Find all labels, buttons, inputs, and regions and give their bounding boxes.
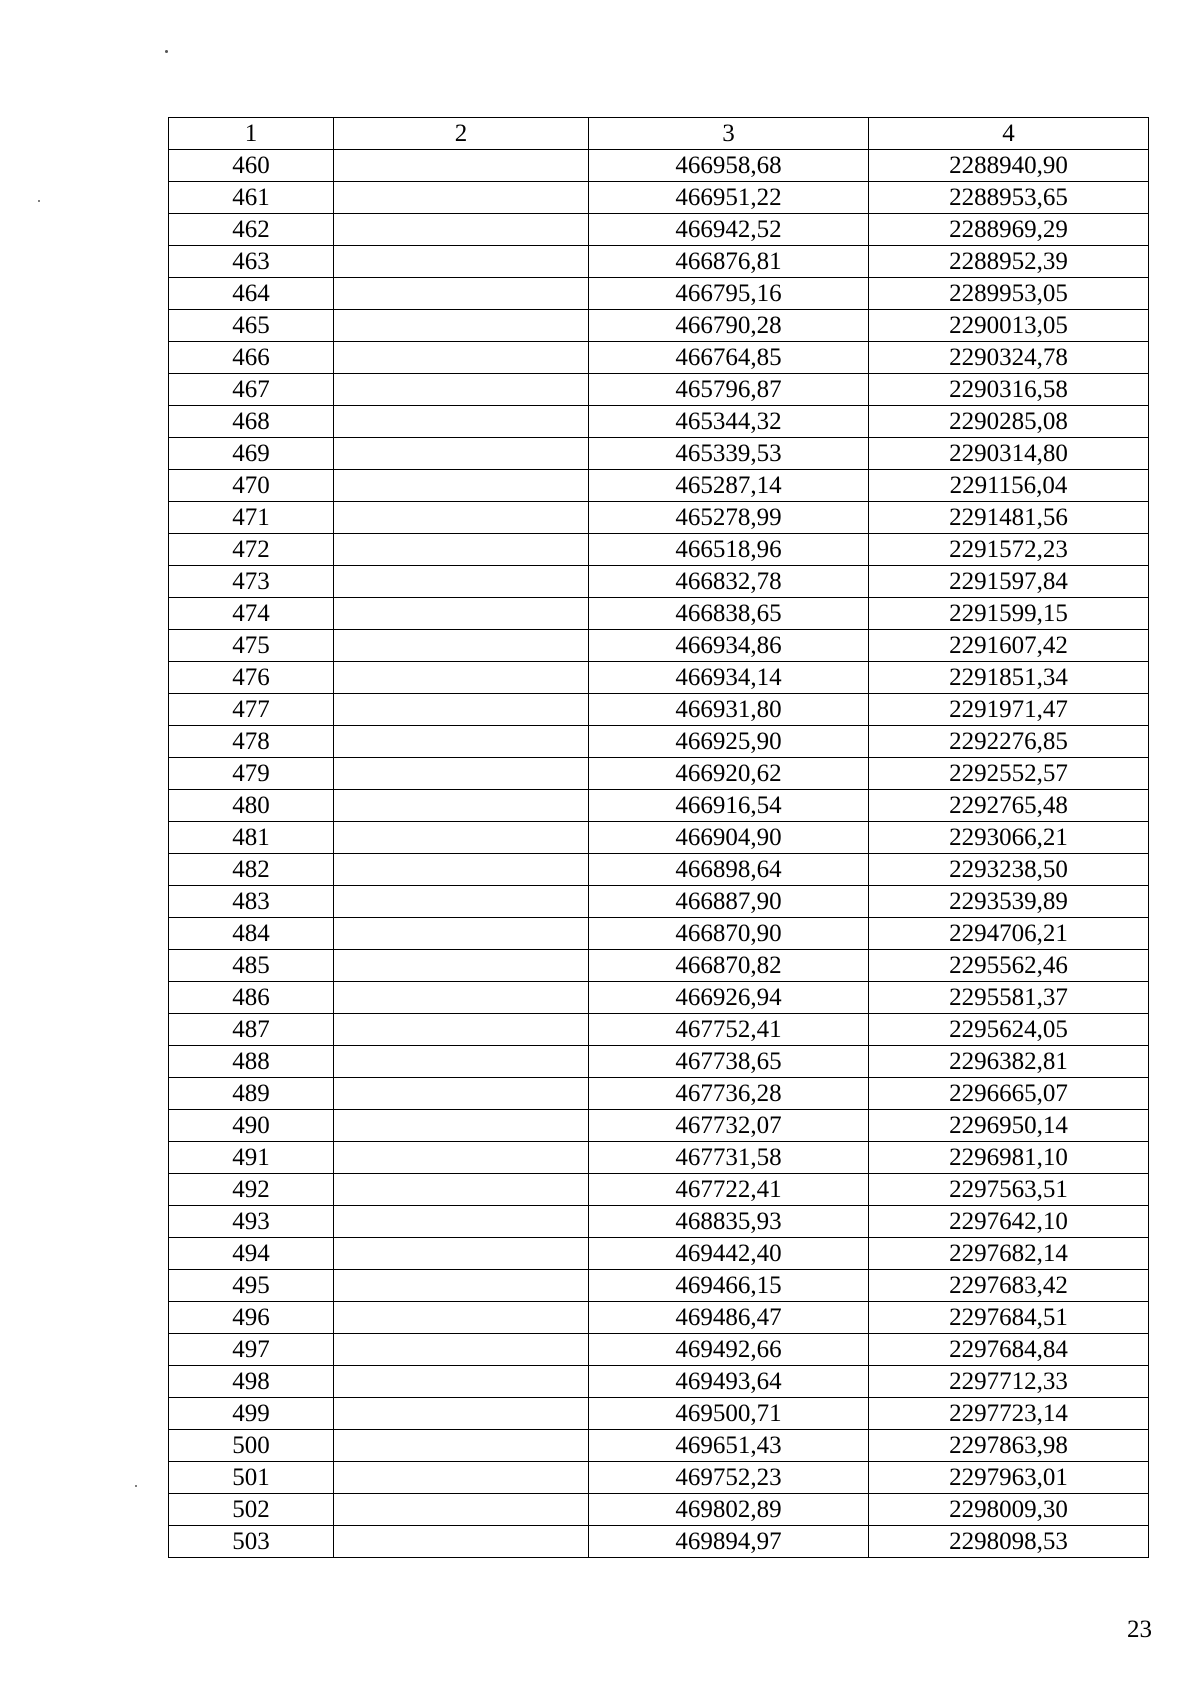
empty-cell [334, 1462, 589, 1494]
empty-cell [334, 598, 589, 630]
y-coordinate-cell: 2295581,37 [869, 982, 1149, 1014]
table-row [169, 1462, 1149, 1494]
x-coordinate-cell: 469651,43 [589, 1430, 869, 1462]
table-row [169, 566, 1149, 598]
y-coordinate-cell: 2298098,53 [869, 1526, 1149, 1558]
x-coordinate-cell: 466934,86 [589, 630, 869, 662]
point-number-cell: 464 [169, 278, 334, 310]
point-number-cell: 490 [169, 1110, 334, 1142]
point-number-cell: 487 [169, 1014, 334, 1046]
table-row [169, 278, 1149, 310]
x-coordinate-cell: 466887,90 [589, 886, 869, 918]
y-coordinate-cell: 2293238,50 [869, 854, 1149, 886]
table-row [169, 1078, 1149, 1110]
x-coordinate-cell: 466920,62 [589, 758, 869, 790]
x-coordinate-cell: 469500,71 [589, 1398, 869, 1430]
table-row [169, 630, 1149, 662]
table-row [169, 1142, 1149, 1174]
table-row [169, 1046, 1149, 1078]
x-coordinate-cell: 465287,14 [589, 470, 869, 502]
table-row [169, 822, 1149, 854]
y-coordinate-cell: 2297684,84 [869, 1334, 1149, 1366]
point-number-cell: 472 [169, 534, 334, 566]
y-coordinate-cell: 2297683,42 [869, 1270, 1149, 1302]
empty-cell [334, 246, 589, 278]
empty-cell [334, 1238, 589, 1270]
x-coordinate-cell: 467731,58 [589, 1142, 869, 1174]
x-coordinate-cell: 465796,87 [589, 374, 869, 406]
table-row [169, 150, 1149, 182]
x-coordinate-cell: 466518,96 [589, 534, 869, 566]
x-coordinate-cell: 466876,81 [589, 246, 869, 278]
table-row [169, 438, 1149, 470]
empty-cell [334, 406, 589, 438]
empty-cell [334, 1014, 589, 1046]
column-header-3: 3 [589, 118, 869, 150]
table-row [169, 1302, 1149, 1334]
x-coordinate-cell: 466926,94 [589, 982, 869, 1014]
point-number-cell: 465 [169, 310, 334, 342]
empty-cell [334, 1494, 589, 1526]
y-coordinate-cell: 2288952,39 [869, 246, 1149, 278]
table-row [169, 1014, 1149, 1046]
x-coordinate-cell: 466916,54 [589, 790, 869, 822]
empty-cell [334, 694, 589, 726]
table-row [169, 1366, 1149, 1398]
x-coordinate-cell: 467752,41 [589, 1014, 869, 1046]
y-coordinate-cell: 2290285,08 [869, 406, 1149, 438]
x-coordinate-cell: 469466,15 [589, 1270, 869, 1302]
y-coordinate-cell: 2288953,65 [869, 182, 1149, 214]
empty-cell [334, 470, 589, 502]
table-row [169, 342, 1149, 374]
empty-cell [334, 1174, 589, 1206]
point-number-cell: 476 [169, 662, 334, 694]
empty-cell [334, 886, 589, 918]
empty-cell [334, 1334, 589, 1366]
y-coordinate-cell: 2297684,51 [869, 1302, 1149, 1334]
y-coordinate-cell: 2288940,90 [869, 150, 1149, 182]
scan-speck [165, 50, 168, 53]
empty-cell [334, 502, 589, 534]
y-coordinate-cell: 2297963,01 [869, 1462, 1149, 1494]
x-coordinate-cell: 466951,22 [589, 182, 869, 214]
y-coordinate-cell: 2292552,57 [869, 758, 1149, 790]
point-number-cell: 475 [169, 630, 334, 662]
point-number-cell: 469 [169, 438, 334, 470]
y-coordinate-cell: 2296950,14 [869, 1110, 1149, 1142]
x-coordinate-cell: 469486,47 [589, 1302, 869, 1334]
x-coordinate-cell: 466870,90 [589, 918, 869, 950]
point-number-cell: 491 [169, 1142, 334, 1174]
point-number-cell: 471 [169, 502, 334, 534]
table-row [169, 950, 1149, 982]
table-row [169, 214, 1149, 246]
scan-speck [38, 200, 40, 202]
x-coordinate-cell: 466870,82 [589, 950, 869, 982]
table-row [169, 662, 1149, 694]
point-number-cell: 479 [169, 758, 334, 790]
y-coordinate-cell: 2293539,89 [869, 886, 1149, 918]
y-coordinate-cell: 2295624,05 [869, 1014, 1149, 1046]
x-coordinate-cell: 467732,07 [589, 1110, 869, 1142]
column-header-2: 2 [334, 118, 589, 150]
y-coordinate-cell: 2298009,30 [869, 1494, 1149, 1526]
empty-cell [334, 982, 589, 1014]
x-coordinate-cell: 467736,28 [589, 1078, 869, 1110]
empty-cell [334, 1046, 589, 1078]
table-row [169, 790, 1149, 822]
point-number-cell: 500 [169, 1430, 334, 1462]
empty-cell [334, 342, 589, 374]
x-coordinate-cell: 465278,99 [589, 502, 869, 534]
empty-cell [334, 918, 589, 950]
x-coordinate-cell: 468835,93 [589, 1206, 869, 1238]
point-number-cell: 485 [169, 950, 334, 982]
y-coordinate-cell: 2297863,98 [869, 1430, 1149, 1462]
empty-cell [334, 1430, 589, 1462]
y-coordinate-cell: 2291481,56 [869, 502, 1149, 534]
x-coordinate-cell: 466790,28 [589, 310, 869, 342]
point-number-cell: 493 [169, 1206, 334, 1238]
empty-cell [334, 662, 589, 694]
x-coordinate-cell: 466904,90 [589, 822, 869, 854]
column-header-1: 1 [169, 118, 334, 150]
point-number-cell: 501 [169, 1462, 334, 1494]
x-coordinate-cell: 469802,89 [589, 1494, 869, 1526]
empty-cell [334, 854, 589, 886]
x-coordinate-cell: 469752,23 [589, 1462, 869, 1494]
y-coordinate-cell: 2291156,04 [869, 470, 1149, 502]
empty-cell [334, 1526, 589, 1558]
point-number-cell: 467 [169, 374, 334, 406]
table-row [169, 1334, 1149, 1366]
point-number-cell: 461 [169, 182, 334, 214]
y-coordinate-cell: 2290013,05 [869, 310, 1149, 342]
point-number-cell: 470 [169, 470, 334, 502]
table-row [169, 1526, 1149, 1558]
y-coordinate-cell: 2291597,84 [869, 566, 1149, 598]
y-coordinate-cell: 2288969,29 [869, 214, 1149, 246]
empty-cell [334, 374, 589, 406]
point-number-cell: 488 [169, 1046, 334, 1078]
point-number-cell: 473 [169, 566, 334, 598]
y-coordinate-cell: 2297642,10 [869, 1206, 1149, 1238]
table-row [169, 1174, 1149, 1206]
empty-cell [334, 1142, 589, 1174]
point-number-cell: 495 [169, 1270, 334, 1302]
table-row [169, 534, 1149, 566]
table-row [169, 1110, 1149, 1142]
x-coordinate-cell: 466795,16 [589, 278, 869, 310]
empty-cell [334, 726, 589, 758]
point-number-cell: 463 [169, 246, 334, 278]
point-number-cell: 460 [169, 150, 334, 182]
empty-cell [334, 630, 589, 662]
x-coordinate-cell: 467738,65 [589, 1046, 869, 1078]
table-row [169, 598, 1149, 630]
x-coordinate-cell: 466838,65 [589, 598, 869, 630]
empty-cell [334, 1366, 589, 1398]
empty-cell [334, 1110, 589, 1142]
y-coordinate-cell: 2291607,42 [869, 630, 1149, 662]
x-coordinate-cell: 469493,64 [589, 1366, 869, 1398]
table-row [169, 1206, 1149, 1238]
point-number-cell: 477 [169, 694, 334, 726]
empty-cell [334, 1206, 589, 1238]
point-number-cell: 492 [169, 1174, 334, 1206]
point-number-cell: 498 [169, 1366, 334, 1398]
point-number-cell: 478 [169, 726, 334, 758]
empty-cell [334, 182, 589, 214]
point-number-cell: 489 [169, 1078, 334, 1110]
table-row [169, 982, 1149, 1014]
y-coordinate-cell: 2291851,34 [869, 662, 1149, 694]
y-coordinate-cell: 2297563,51 [869, 1174, 1149, 1206]
y-coordinate-cell: 2293066,21 [869, 822, 1149, 854]
table-row [169, 502, 1149, 534]
empty-cell [334, 150, 589, 182]
empty-cell [334, 1078, 589, 1110]
x-coordinate-cell: 466934,14 [589, 662, 869, 694]
point-number-cell: 466 [169, 342, 334, 374]
x-coordinate-cell: 469894,97 [589, 1526, 869, 1558]
empty-cell [334, 790, 589, 822]
table-row [169, 918, 1149, 950]
y-coordinate-cell: 2296382,81 [869, 1046, 1149, 1078]
point-number-cell: 486 [169, 982, 334, 1014]
y-coordinate-cell: 2295562,46 [869, 950, 1149, 982]
empty-cell [334, 278, 589, 310]
x-coordinate-cell: 466898,64 [589, 854, 869, 886]
x-coordinate-cell: 469492,66 [589, 1334, 869, 1366]
page-number: 23 [1127, 1616, 1152, 1643]
table-row [169, 1494, 1149, 1526]
table-row [169, 1430, 1149, 1462]
table-row [169, 1238, 1149, 1270]
point-number-cell: 481 [169, 822, 334, 854]
empty-cell [334, 534, 589, 566]
point-number-cell: 484 [169, 918, 334, 950]
x-coordinate-cell: 465344,32 [589, 406, 869, 438]
empty-cell [334, 758, 589, 790]
x-coordinate-cell: 466942,52 [589, 214, 869, 246]
y-coordinate-cell: 2292276,85 [869, 726, 1149, 758]
y-coordinate-cell: 2294706,21 [869, 918, 1149, 950]
x-coordinate-cell: 469442,40 [589, 1238, 869, 1270]
table-row [169, 246, 1149, 278]
table-row [169, 182, 1149, 214]
point-number-cell: 497 [169, 1334, 334, 1366]
table-row [169, 726, 1149, 758]
y-coordinate-cell: 2290316,58 [869, 374, 1149, 406]
table-row [169, 1270, 1149, 1302]
point-number-cell: 480 [169, 790, 334, 822]
scan-speck [135, 1485, 137, 1487]
point-number-cell: 503 [169, 1526, 334, 1558]
point-number-cell: 494 [169, 1238, 334, 1270]
y-coordinate-cell: 2291599,15 [869, 598, 1149, 630]
point-number-cell: 468 [169, 406, 334, 438]
empty-cell [334, 1302, 589, 1334]
y-coordinate-cell: 2289953,05 [869, 278, 1149, 310]
y-coordinate-cell: 2292765,48 [869, 790, 1149, 822]
y-coordinate-cell: 2290314,80 [869, 438, 1149, 470]
y-coordinate-cell: 2290324,78 [869, 342, 1149, 374]
point-number-cell: 462 [169, 214, 334, 246]
point-number-cell: 482 [169, 854, 334, 886]
empty-cell [334, 950, 589, 982]
table-row [169, 310, 1149, 342]
table-row [169, 886, 1149, 918]
table-row [169, 470, 1149, 502]
x-coordinate-cell: 466925,90 [589, 726, 869, 758]
y-coordinate-cell: 2297682,14 [869, 1238, 1149, 1270]
x-coordinate-cell: 466832,78 [589, 566, 869, 598]
x-coordinate-cell: 467722,41 [589, 1174, 869, 1206]
table-row [169, 406, 1149, 438]
table-row [169, 758, 1149, 790]
empty-cell [334, 438, 589, 470]
table-row [169, 694, 1149, 726]
table-row [169, 374, 1149, 406]
point-number-cell: 496 [169, 1302, 334, 1334]
x-coordinate-cell: 466931,80 [589, 694, 869, 726]
empty-cell [334, 1398, 589, 1430]
empty-cell [334, 1270, 589, 1302]
point-number-cell: 502 [169, 1494, 334, 1526]
y-coordinate-cell: 2291572,23 [869, 534, 1149, 566]
point-number-cell: 483 [169, 886, 334, 918]
table-header-row [169, 118, 1149, 150]
y-coordinate-cell: 2297712,33 [869, 1366, 1149, 1398]
table-body [169, 150, 1149, 1558]
column-header-4: 4 [869, 118, 1149, 150]
x-coordinate-cell: 465339,53 [589, 438, 869, 470]
empty-cell [334, 310, 589, 342]
coordinates-table [168, 117, 1149, 1558]
y-coordinate-cell: 2291971,47 [869, 694, 1149, 726]
x-coordinate-cell: 466958,68 [589, 150, 869, 182]
empty-cell [334, 822, 589, 854]
empty-cell [334, 566, 589, 598]
x-coordinate-cell: 466764,85 [589, 342, 869, 374]
y-coordinate-cell: 2297723,14 [869, 1398, 1149, 1430]
point-number-cell: 474 [169, 598, 334, 630]
point-number-cell: 499 [169, 1398, 334, 1430]
y-coordinate-cell: 2296665,07 [869, 1078, 1149, 1110]
empty-cell [334, 214, 589, 246]
y-coordinate-cell: 2296981,10 [869, 1142, 1149, 1174]
table-row [169, 1398, 1149, 1430]
table-row [169, 854, 1149, 886]
